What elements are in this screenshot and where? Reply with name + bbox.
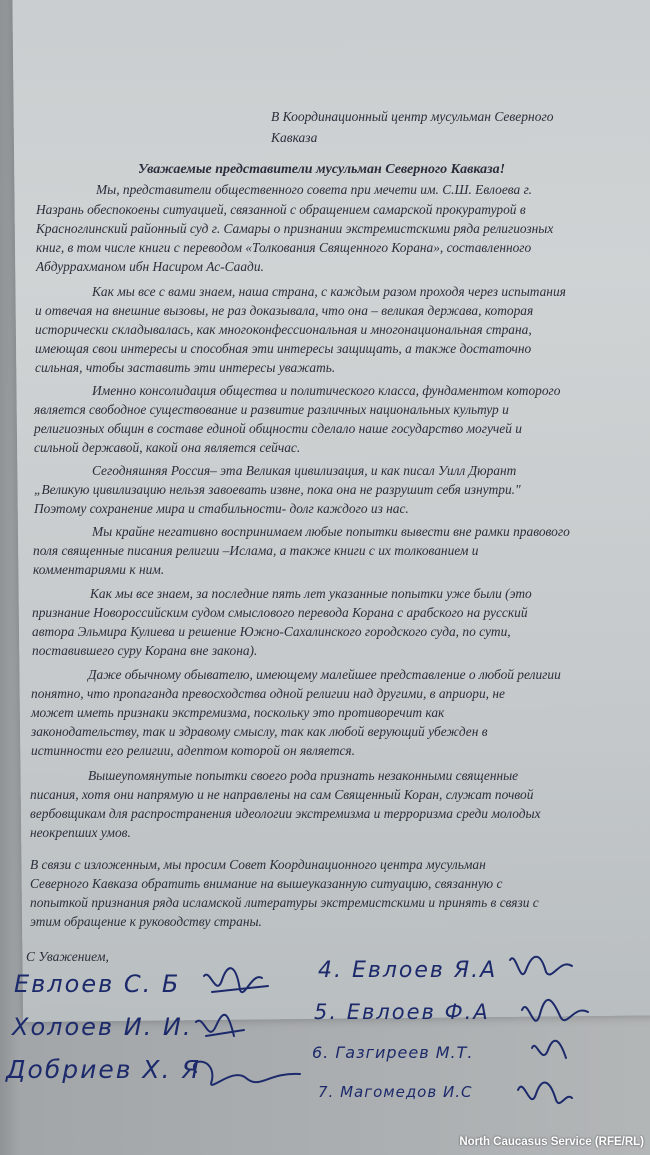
body-line: Сегодняшняя Россия– эта Великая цивилизация, и как писал Уилл Дюрант — [92, 463, 517, 478]
photo-credit: North Caucasus Service (RFE/RL) — [459, 1136, 644, 1148]
closing: С Уважением, — [26, 949, 109, 964]
body-line: Именно консолидация общества и политического класса, фундаментом которого — [92, 383, 561, 398]
signature-name: 5. Евлоев Ф.А — [314, 1000, 490, 1024]
body-line: законодательству, так и здравому смыслу, так как любой верующий убежден в — [31, 724, 488, 739]
body-line: Как мы все с вами знаем, наша страна, с каждым разом проходя через испытания — [92, 284, 566, 299]
body-line: поля священные писания религии –Ислама, а также книги с их толкованием и — [33, 543, 479, 558]
signature-mark — [532, 1041, 566, 1058]
body-line: сильной державой, какой она является сейчас. — [34, 440, 301, 455]
addressee-line-2: Кавказа — [271, 130, 318, 145]
body-line: является свободное существование и развитие различных национальных культур и — [34, 402, 509, 417]
signature-name: 4. Евлоев Я.А — [318, 958, 498, 983]
body-line: Поэтому сохранение мира и стабильности- долг каждого из нас. — [34, 501, 409, 516]
body-line: и отвечая на внешние вызовы, не раз доказывала, что она – великая держава, которая — [35, 303, 534, 318]
signature-name: Холоев И. И. — [12, 1013, 193, 1041]
body-line: Как мы все знаем, за последние пять лет указанные попытки уже были (это — [90, 586, 532, 601]
body-line: этим обращение к руководству страны. — [30, 914, 262, 929]
body-line: Мы крайне негативно воспринимаем любые попытки вывести вне рамки правового — [92, 524, 570, 539]
body-line: имеющая свои интересы и способная эти интересы защищать, а также достаточно — [35, 341, 532, 356]
body-line: В связи с изложенным, мы просим Совет Координационного центра мусульман — [30, 857, 486, 872]
body-line: поставившего суру Корана вне закона). — [32, 643, 258, 658]
body-line: Абдуррахманом ибн Насиром Ас-Саади. — [36, 259, 264, 274]
body-line: истинности его религии, адептом которой он является. — [31, 743, 356, 758]
body-line: попыткой признания ряда исламской литературы экстремистскими и принять в связи с — [30, 895, 539, 910]
body-line: признание Новороссийским судом смыслового перевода Корана с арабского на русский — [32, 605, 528, 620]
body-line: сильная, чтобы заставить эти интересы уважать. — [35, 360, 336, 375]
body-line: понятно, что пропаганда превосходства одной религии над другими, в априори, не — [31, 686, 505, 701]
body-line: книг, в том числе книги с переводом «Толкования Священного Корана», составленного — [36, 240, 532, 255]
body-line: автора Эльмира Кулиева и решение Южно-Сахалинского городского суда, по сути, — [32, 624, 511, 639]
body-line: Мы, представители общественного совета при мечети им. С.Ш. Евлоева г. — [96, 182, 532, 197]
signature-name: Евлоев С. Б — [14, 970, 181, 998]
signature-name: 7. Магомедов И.С — [318, 1083, 473, 1101]
signature-name: Добриев Х. Я — [6, 1055, 201, 1084]
body-line: неокрепших умов. — [30, 825, 131, 840]
signature-mark — [522, 1000, 588, 1021]
body-line: Вышеупомянутые попытки своего рода признать незаконными священные — [88, 768, 519, 783]
body-line: Назрань обеспокоены ситуацией, связанной с обращением самарской прокуратурой в — [36, 202, 526, 217]
body-line: вербовщикам для распространения идеологии экстремизма и терроризма среди молодых — [30, 806, 541, 821]
body-line: может иметь признаки экстремизма, поскольку это противоречит как — [31, 705, 445, 720]
body-line: комментариями к ним. — [33, 562, 165, 577]
signature-mark — [196, 1015, 244, 1036]
body-line: религиозных общин в составе единой общности сделало наше государство могучей и — [34, 421, 522, 436]
body-line: Северного Кавказа обратить внимание на вышеуказанную ситуацию, связанную с — [30, 876, 503, 891]
signature-mark — [194, 1062, 300, 1085]
signature-mark — [204, 968, 268, 992]
body-line: „Великую цивилизацию нельзя завоевать извне, пока она не разрушит себя изнутри." — [34, 482, 521, 497]
addressee-line-1: В Координационный центр мусульман Северного — [271, 109, 554, 124]
signature-mark — [518, 1083, 572, 1104]
body-line: Даже обычному обывателю, имеющему малейшее представление о любой религии — [88, 667, 561, 682]
signature-mark — [510, 957, 572, 975]
salutation: Уважаемые представители мусульман Северного Кавказа! — [138, 162, 506, 177]
body-line: исторически складывалась, как многоконфессиональная и многонациональная страна, — [35, 322, 532, 337]
body-line: писания, хотя они напрямую и не направлены на сам Священный Коран, служат почвой — [30, 787, 534, 802]
signature-name: 6. Газгиреев М.Т. — [312, 1043, 474, 1062]
body-line: Красноглинский районный суд г. Самары о признании экстремистскими ряда религиозных — [36, 221, 554, 236]
